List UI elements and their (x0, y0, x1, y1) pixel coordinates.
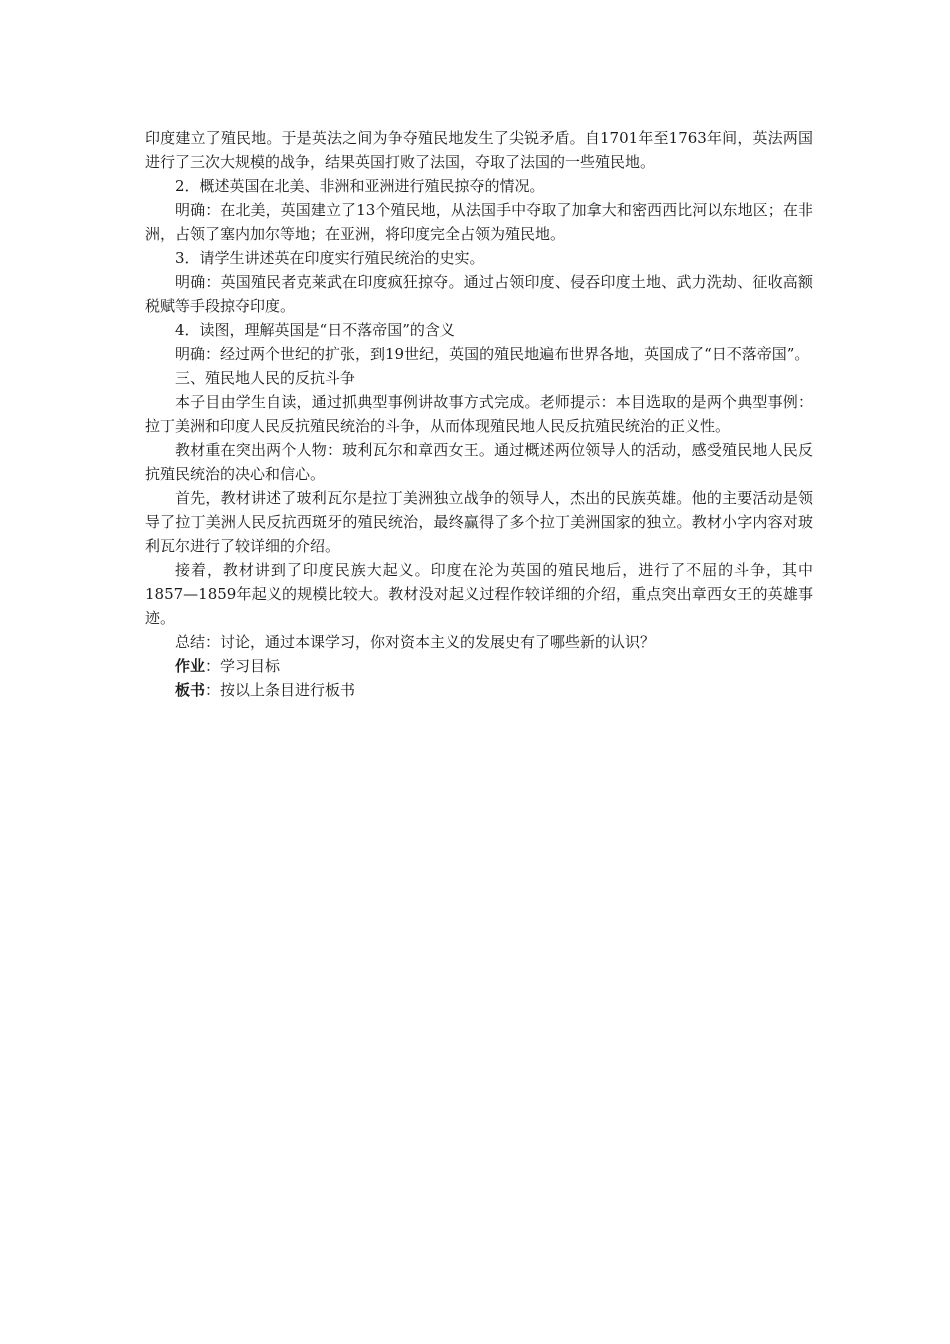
paragraph-9: 本子目由学生自读，通过抓典型事例讲故事方式完成。老师提示：本目选取的是两个典型事例：拉丁美洲和印度人民反抗殖民统治的斗争，从而体现殖民地人民反抗殖民统治的正义性。 (145, 393, 813, 435)
homework-text: 学习目标 (220, 657, 281, 675)
homework-label: 作业 (175, 657, 206, 675)
board-text: 按以上条目进行板书 (220, 681, 356, 699)
paragraph-3: 明确：在北美，英国建立了13个殖民地，从法国手中夺取了加拿大和密西西比河以东地区；在非洲，占领了塞内加尔等地；在亚洲，将印度完全占领为殖民地。 (145, 201, 813, 243)
summary-paragraph: 总结：讨论，通过本课学习，你对资本主义的发展史有了哪些新的认识？ (175, 633, 656, 651)
paragraph-2: 2．概述英国在北美、非洲和亚洲进行殖民掠夺的情况。 (175, 177, 545, 195)
paragraph-4: 3．请学生讲述英在印度实行殖民统治的史实。 (175, 249, 485, 267)
paragraph-12: 接着，教材讲到了印度民族大起义。印度在沦为英国的殖民地后，进行了不屈的斗争，其中1857—1859年起义的规模比较大。教材没对起义过程作较详细的介绍，重点突出章西女王的英雄事迹。 (145, 561, 813, 627)
paragraph-7: 明确：经过两个世纪的扩张，到19世纪，英国的殖民地遍布世界各地，英国成了“日不落帝国”。 (175, 345, 810, 363)
paragraph-11: 首先，教材讲述了玻利瓦尔是拉丁美洲独立战争的领导人，杰出的民族英雄。他的主要活动是领导了拉丁美洲人民反抗西斑牙的殖民统治，最终赢得了多个拉丁美洲国家的独立。教材小字内容对玻利瓦尔进行了较详细的介绍。 (145, 489, 813, 555)
document-body (145, 126, 813, 702)
homework-separator: ： (205, 657, 221, 675)
paragraph-6: 4．读图，理解英国是“日不落帝国”的含义 (175, 321, 455, 339)
board-line (145, 678, 813, 702)
board-label: 板书 (175, 681, 206, 699)
section-heading: 三、殖民地人民的反抗斗争 (175, 369, 356, 387)
paragraph-10: 教材重在突出两个人物：玻利瓦尔和章西女王。通过概述两位领导人的活动，感受殖民地人民反抗殖民统治的决心和信心。 (145, 441, 813, 483)
paragraph-1: 印度建立了殖民地。于是英法之间为争夺殖民地发生了尖锐矛盾。自1701年至1763年间，英法两国进行了三次大规模的战争，结果英国打败了法国，夺取了法国的一些殖民地。 (145, 129, 813, 171)
board-separator: ： (205, 681, 221, 699)
paragraph-5: 明确：英国殖民者克莱武在印度疯狂掠夺。通过占领印度、侵吞印度土地、武力洗劫、征收高额税赋等手段掠夺印度。 (145, 273, 813, 315)
homework-line (145, 654, 813, 678)
